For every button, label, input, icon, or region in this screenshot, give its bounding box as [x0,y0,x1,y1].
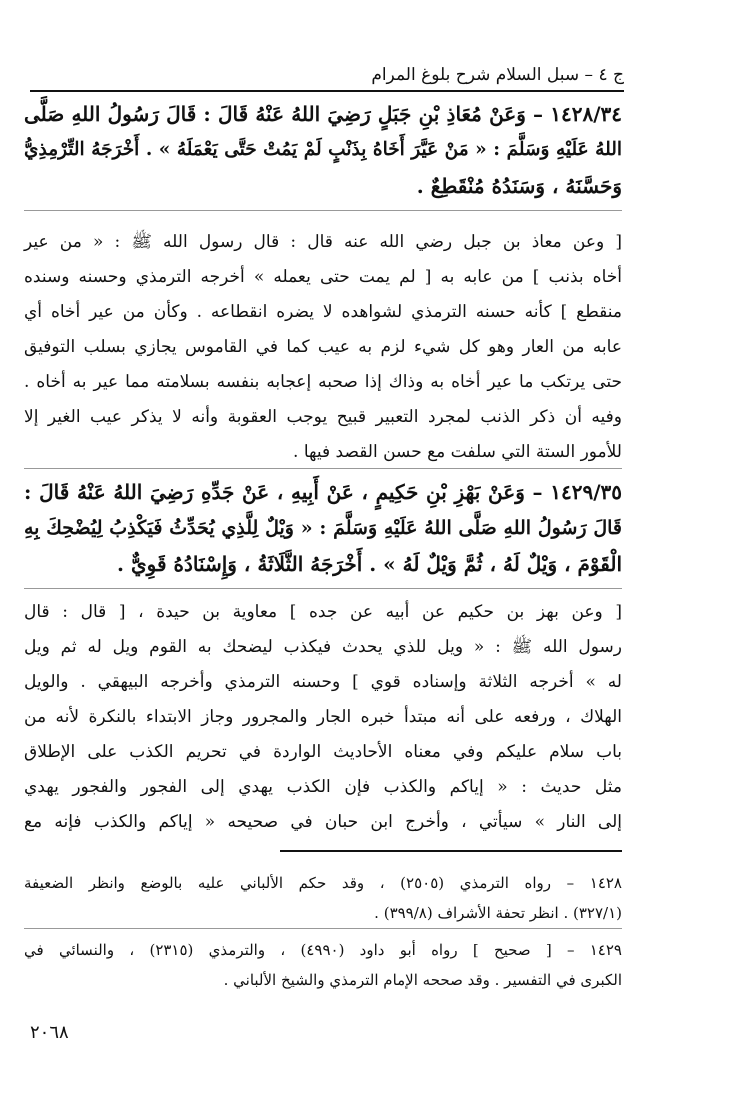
commentary-line: عابه من العار وهو كل شيء لزم به عيب كما في القاموس يجازي بسلب التوفيق [24,337,622,357]
footnote-line: ١٤٢٩ – [ صحيح ] رواه أبو داود (٤٩٩٠) ، والترمذي (٢٣١٥) ، والنسائي في [24,941,622,959]
commentary-line: أخاه بذنب ] من عابه به [ لم يمت حتى يعمله » أخرجه الترمذي وحسنه وسنده [24,267,622,287]
hadith-line: ١٤٢٨/٣٤ – وَعَنْ مُعَاذِ بْنِ جَبَلٍ رَضِيَ اللهُ عَنْهُ قَالَ : قَالَ رَسُولُ اللهِ صَلَّى [24,102,622,126]
section-divider [24,468,622,469]
hadith-line: قَالَ رَسُولُ اللهِ صَلَّى اللهُ عَلَيْهِ وَسَلَّمَ : « وَيْلٌ لِلَّذِي يُحَدِّثُ فَيَكْذِبُ لِيُضْحِكَ بِهِ [24,517,622,539]
hadith-1429 [24,474,622,582]
commentary-line: رسول الله ﷺ : « ويل للذي يحدث فيكذب ليضحك به القوم ويل له ثم ويل [24,637,622,657]
commentary-line: له » أخرجه الثلاثة وإسناده قوي ] وحسنه الترمذي وأخرجه البيهقي . والويل [24,672,622,692]
commentary-line: حتى يرتكب ما عير أخاه به وذاك إذا صحبه إعجابه بنفسه بسلامته مما عير به أخاه . [24,372,622,392]
commentary-1429 [24,595,622,840]
commentary-line: [ وعن معاذ بن جبل رضي الله عنه قال : قال رسول الله ﷺ : « من عير [24,232,622,252]
footnote-rule [280,850,622,852]
commentary-1428 [24,225,622,470]
section-divider [24,210,622,211]
commentary-line: باب سلام عليكم وفي معناه الأحاديث الواردة في تحريم الكذب على الإطلاق [24,742,622,762]
commentary-line: منقطع ] كأنه حسنه الترمذي لشواهده لا يضره انقطاعه . وكأن من عير أخاه أي [24,302,622,322]
hadith-line: الْقَوْمَ ، وَيْلٌ لَهُ ، ثُمَّ وَيْلٌ لَهُ » . أَخْرَجَهُ الثَّلَاثَةُ ، وَإِسْنَادُهُ قَوِيٌّ . [117,552,622,576]
hadith-line: وَحَسَّنَهُ ، وَسَنَدُهُ مُنْقَطِعٌ . [416,174,622,198]
section-divider [24,588,622,589]
hadith-line: ١٤٢٩/٣٥ – وَعَنْ بَهْزِ بْنِ حَكِيمٍ ، عَنْ أَبِيهِ ، عَنْ جَدِّهِ رَضِيَ اللهُ عَنْهُ قَالَ : [24,480,622,504]
commentary-line: [ وعن بهز بن حكيم عن أبيه عن جده ] معاوية بن حيدة ، [ قال : قال [24,602,622,622]
footnote-line: الكبرى في التفسير . وقد صححه الإمام الترمذي والشيخ الألباني . [223,971,622,989]
commentary-line: إلى النار » سيأتي ، وأخرج ابن حبان في صحيحه « إياكم والكذب فإنه مع [24,812,622,832]
hadith-1428 [24,96,622,204]
commentary-line: وفيه أن ذكر الذنب لمجرد التعبير قبيح يوجب العقوبة وأنه لا يذكر عيب الغير إلا [24,407,622,427]
footnote-line: (٣٢٧/١) . انظر تحفة الأشراف (٣٩٩/٨) . [374,904,622,922]
footnote-1429 [24,935,622,995]
section-divider [24,928,622,929]
commentary-line: للأمور الستة التي سلفت مع حسن القصد فيها . [293,442,622,462]
commentary-line: مثل حديث : « إياكم والكذب فإن الكذب يهدي إلى الفجور والفجور يهدي [24,777,622,797]
running-header [30,56,624,92]
running-title: ج ٤ – سبل السلام شرح بلوغ المرام [371,65,624,85]
footnote-line: ١٤٢٨ – رواه الترمذي (٢٥٠٥) ، وقد حكم الألباني عليه بالوضع وانظر الضعيفة [24,874,622,892]
commentary-line: الهلاك ، ورفعه على أنه مبتدأ خبره الجار والمجرور وجاز الابتداء بالنكرة لأنه من [24,707,622,727]
hadith-line: اللهُ عَلَيْهِ وَسَلَّمَ : « مَنْ عَيَّرَ أَخَاهُ بِذَنْبٍ لَمْ يَمُتْ حَتَّى يَعْمَلَهُ » . أَخْرَجَهُ التِّرْمِذِيُّ [24,139,622,160]
page-number: ٢٠٦٨ [30,1022,69,1043]
footnote-1428 [24,868,622,928]
